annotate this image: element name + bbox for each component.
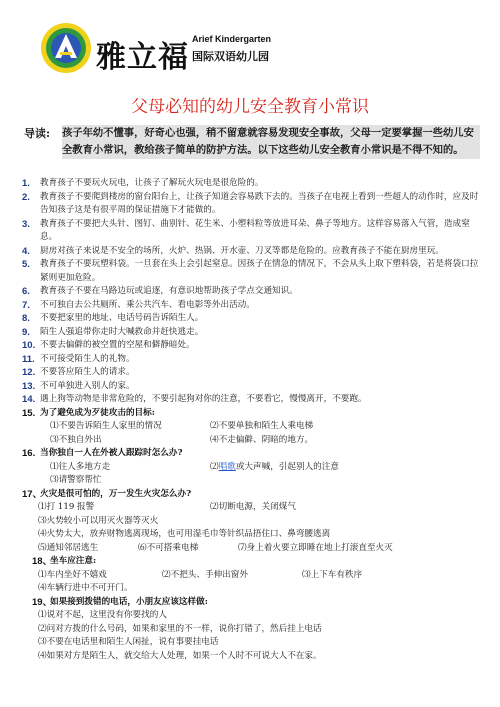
answer-item: ⑴不要告诉陌生人家里的情况 (50, 421, 162, 431)
answer-row (22, 461, 484, 475)
answer-item: ⑷车辆行进中不可开门。 (38, 583, 133, 593)
answer-item: ⑷如果对方是陌生人，就交给大人处理，如果一个人时不可说大人不在家。 (38, 650, 322, 661)
item-text: 教育孩子不要玩火玩电，让孩子了解玩火玩电是很危险的。 (40, 178, 264, 188)
item-text: 不要把家里的地址、电话号码告诉陌生人。 (40, 313, 204, 323)
answer-row (22, 582, 484, 596)
list-item (22, 326, 484, 340)
answer-text: 或大声喊，引起别人的注意 (235, 461, 339, 472)
school-name-en: Arief Kindergarten (192, 34, 272, 44)
item-number: 9. (22, 326, 30, 338)
school-subtitle: 国际双语幼儿园 (192, 50, 269, 63)
item-number: 18、 (32, 556, 53, 567)
item-number: 19、 (32, 596, 53, 608)
answer-prefix: ⑵ (210, 461, 219, 472)
answer-item: ⑵切断电源，关闭煤气 (210, 502, 296, 512)
item-text: 教育孩子不要在马路边玩或追逐，有意识地帮助孩子学点交通知识。 (40, 286, 298, 296)
item-text: 厨房对孩子来说是不安全的场所，火炉、热锅、开水壶、刀叉等都是危险的。应教育孩子不能在厨房里玩。 (40, 245, 444, 256)
question-16 (22, 447, 484, 461)
answer-item: ⑴说对不起，这里没有你要找的人 (38, 610, 167, 620)
question-text: 坐车应注意: (50, 556, 97, 566)
item-text: 不可接受陌生人的礼物。 (40, 353, 135, 364)
answer-row (22, 474, 484, 488)
answer-item: ⑶火势较小可以用灭火器等灭火 (38, 515, 159, 526)
answer-item: ⑸通知邻居逃生 (38, 542, 99, 553)
answer-row (22, 623, 484, 637)
question-18 (22, 555, 484, 569)
answer-row (22, 569, 484, 583)
answer-item: ⑴打 119 报警 (38, 502, 95, 512)
item-text: 陌生人强追带你走时大喊救命并赶快逃走。 (40, 326, 204, 337)
answer-item: ⑺身上着火要立即睡在地上打滚直至火灭 (238, 542, 393, 553)
item-number: 17、 (22, 488, 43, 500)
list-item (22, 191, 484, 218)
answer-item: ⑷火势太大，放弃财物逃离现场，也可用湿毛巾等针织品捂住口、鼻弯腰逃离 (38, 529, 331, 539)
list-item (22, 177, 484, 191)
answer-row (22, 434, 484, 448)
question-text: 如果接到拨错的电话，小朋友应该这样做: (50, 596, 208, 607)
answer-row (22, 542, 484, 556)
answer-item: ⑵不把头、手伸出窗外 (162, 569, 248, 580)
item-number: 16. (22, 448, 36, 459)
item-number: 5. (22, 259, 30, 270)
question-text: 为了避免成为歹徒攻击的目标: (40, 407, 155, 418)
item-text: 不要去偏僻的被空置的空屋和僻静暗处。 (40, 340, 195, 350)
list-item (22, 245, 484, 259)
answer-row (22, 501, 484, 515)
list-item (22, 380, 484, 394)
item-number: 3. (22, 218, 30, 230)
item-number: 11. (22, 353, 35, 365)
list-item (22, 312, 484, 326)
item-number: 13. (22, 380, 36, 392)
answer-row (22, 420, 484, 434)
answer-item: ⑹不可搭乘电梯 (138, 542, 199, 553)
question-15 (22, 407, 484, 421)
school-logo (40, 22, 92, 74)
answer-item: ⑶上下车有秩序 (302, 569, 363, 580)
item-text: 教育孩子不要玩塑料袋。一旦套在头上会引起窒息。因孩子在情急的情况下，不会从头上取下塑料袋，若是将袋口拉紧则更加危险。 (40, 259, 479, 283)
answer-row (22, 650, 484, 664)
item-number: 14. (22, 394, 36, 405)
answer-item: ⑵问对方拨的什么号码，如果和家里的不一样，说你打错了，然后挂上电话 (38, 623, 322, 634)
answer-row (22, 636, 484, 650)
question-17 (22, 488, 484, 502)
question-text: 火灾是很可怕的，万一发生火灾怎么办? (40, 488, 192, 499)
answer-row (22, 515, 484, 529)
list-item (22, 353, 484, 367)
list-item (22, 393, 484, 407)
answer-item: ⑶不要在电话里和陌生人闲扯，说有事要挂电话 (38, 637, 219, 647)
page-title: 父母必知的幼儿安全教育小常识 (131, 97, 369, 117)
item-number: 6. (22, 286, 30, 297)
item-number: 15. (22, 407, 36, 419)
answer-item: ⑵不要单独和陌生人乘电梯 (210, 421, 314, 431)
answer-item: ⑷不走偏僻、阴暗的地方。 (210, 434, 314, 445)
answer-row (22, 609, 484, 623)
school-name-cn: 雅立福 (96, 40, 189, 75)
answer-item (210, 461, 339, 475)
answer-item: ⑶请警察帮忙 (50, 475, 102, 485)
list-item (22, 285, 484, 299)
item-text: 不要答应陌生人的请求。 (40, 367, 135, 377)
item-number: 4. (22, 245, 30, 257)
answer-item: ⑴车内坐好不嬉戏 (38, 569, 107, 580)
answer-item: ⑴往人多地方走 (50, 461, 111, 472)
list-item (22, 339, 484, 353)
list-item (22, 366, 484, 380)
item-number: 12. (22, 367, 36, 378)
answer-row (22, 528, 484, 542)
item-number: 8. (22, 313, 30, 324)
question-text: 当你独自一人在外被人跟踪时怎么办? (40, 448, 183, 458)
item-text: 遇上狗等动物是非常危险的，不要引起狗对你的注意，不要看它，慢慢离开，不要跑。 (40, 394, 367, 404)
item-number: 10. (22, 340, 36, 351)
question-19 (22, 596, 484, 610)
item-text: 教育孩子不要把大头针、图钉、曲别针、花生米、小塑料粒等放进耳朵、鼻子等地方。这样容易落入气管，造成窒息。 (40, 218, 470, 242)
intro-label: 导读: (24, 127, 51, 140)
list-item (22, 299, 484, 313)
item-number: 7. (22, 299, 30, 311)
school-header (40, 22, 340, 92)
item-number: 2. (22, 191, 30, 203)
intro-text: 孩子年幼不懂事，好奇心也强，稍不留意就容易发现安全事故，父母一定要掌握一些幼儿安全教育小常识，教给孩子简单的防护方法。以下这些幼儿安全教育小常识是不得不知的。 (62, 125, 480, 159)
item-number: 1. (22, 178, 30, 189)
sing-link[interactable]: 唱歌 (218, 461, 236, 472)
list-item (22, 218, 484, 245)
item-text: 不可独自去公共厕所、乘公共汽车、看电影等外出活动。 (40, 299, 255, 310)
item-text: 教育孩子不要爬到楼房的窗台阳台上，让孩子知道会容易跌下去的。当孩子在电视上看到一些超人的动作时，应及时告知孩子这是有很平周的保证措施下才能做的。 (40, 191, 479, 215)
list-item (22, 258, 484, 285)
item-text: 不可单独进入别人的家。 (40, 380, 135, 391)
safety-tips-list (22, 177, 484, 663)
answer-item: ⑶不独自外出 (50, 434, 102, 445)
